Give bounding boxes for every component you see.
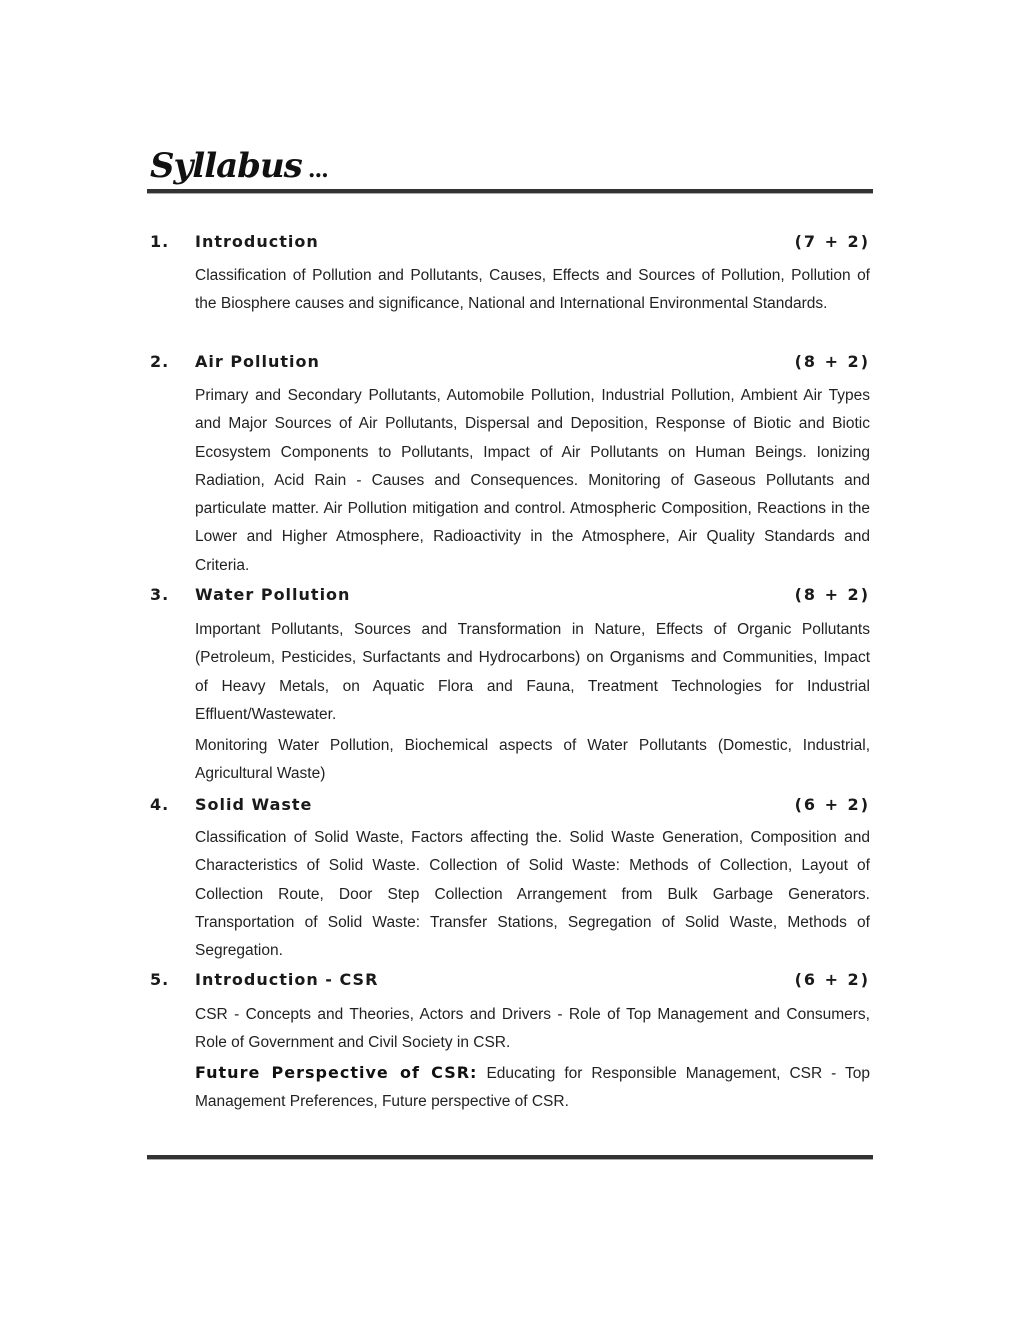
unit-hours: (6 + 2) <box>794 970 870 989</box>
unit-hours: (7 + 2) <box>794 232 870 251</box>
unit-5-heading <box>150 970 870 994</box>
unit-number: 5. <box>150 970 170 989</box>
future-perspective-heading: Future Perspective of CSR: <box>195 1063 478 1082</box>
unit-3-description: Important Pollutants, Sources and Transformation in Nature, Effects of Organic Pollutants (Petroleum, Pesticides, Surfactants and Hydrocarbons) on Organisms and Communities, Impact of Heavy Metals, on Aquatic Flora and Fauna, Treatment Technologies for Industrial Effluent/Wastewater. <box>195 621 870 723</box>
unit-number: 2. <box>150 352 170 371</box>
unit-2-description: Primary and Secondary Pollutants, Automobile Pollution, Industrial Pollution, Ambient Air Types and Major Sources of Air Pollutants, Dispersal and Deposition, Response of Biotic and Biotic Ecosystem Components to Pollutants, Impact of Air Pollutants on Human Beings. Ionizing Radiation, Acid Rain - Causes and Consequences. Monitoring of Gaseous Pollutants and particulate matter. Air Pollution mitigation and control. Atmospheric Composition, Reactions in the Lower and Higher Atmosphere, Radioactivity in the Atmosphere, Air Quality Standards and Criteria. <box>195 387 870 574</box>
unit-5-future-perspective <box>195 1059 870 1117</box>
unit-name: Solid Waste <box>195 795 313 814</box>
page-title: Syllabus ... <box>150 146 328 186</box>
unit-hours: (8 + 2) <box>794 352 870 371</box>
unit-2-heading <box>150 352 870 376</box>
unit-name: Introduction <box>195 232 319 251</box>
unit-name: Water Pollution <box>195 585 351 604</box>
unit-1-description: Classification of Pollution and Pollutants, Causes, Effects and Sources of Pollution, Pollution of the Biosphere causes and significance, National and International Environmental Standards. <box>195 267 870 313</box>
unit-hours: (6 + 2) <box>794 795 870 814</box>
unit-1-heading <box>150 232 870 256</box>
unit-3-description-2: Monitoring Water Pollution, Biochemical aspects of Water Pollutants (Domestic, Industrial, Agricultural Waste) <box>195 737 870 783</box>
title-ellipsis: ... <box>307 157 328 183</box>
unit-4-description: Classification of Solid Waste, Factors affecting the. Solid Waste Generation, Composition and Characteristics of Solid Waste. Collection of Solid Waste: Methods of Collection, Layout of Collection Route, Door Step Collection Arrangement from Bulk Garbage Generators. Transportation of Solid Waste: Transfer Stations, Segregation of Solid Waste, Methods of Segregation. <box>195 829 870 960</box>
top-divider <box>147 189 873 194</box>
unit-hours: (8 + 2) <box>794 585 870 604</box>
unit-4-heading <box>150 795 870 819</box>
unit-name: Introduction - CSR <box>195 970 379 989</box>
unit-number: 4. <box>150 795 170 814</box>
unit-number: 3. <box>150 585 170 604</box>
unit-number: 1. <box>150 232 170 251</box>
unit-5-description: CSR - Concepts and Theories, Actors and Drivers - Role of Top Management and Consumers, Role of Government and Civil Society in CSR. <box>195 1006 870 1052</box>
future-perspective-text: Educating for Responsible Management, CSR - Top Management Preferences, Future perspective of CSR. <box>195 1065 870 1111</box>
bottom-divider <box>147 1155 873 1160</box>
unit-3-heading <box>150 585 870 609</box>
unit-name: Air Pollution <box>195 352 320 371</box>
